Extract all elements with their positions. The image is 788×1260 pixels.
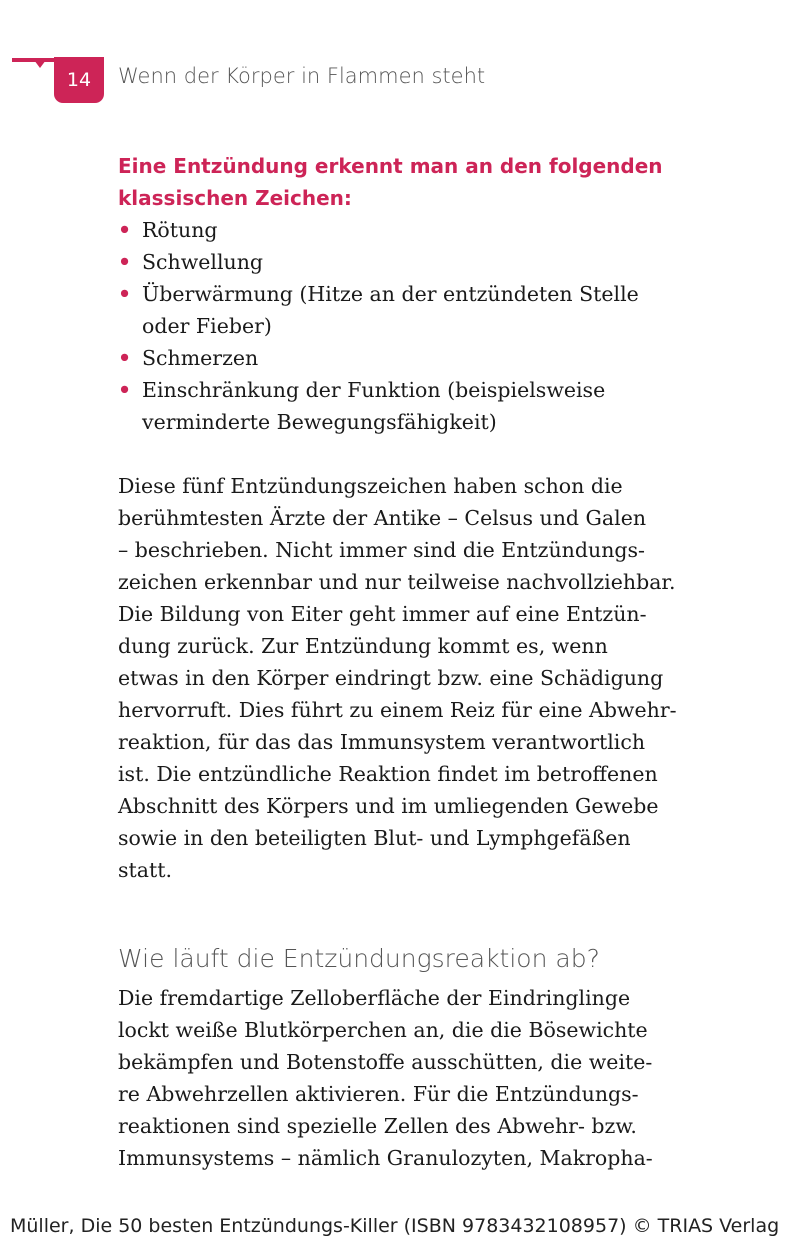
page-content	[118, 150, 718, 1174]
bullet-icon: •	[118, 250, 132, 274]
paragraph-line: re Abwehrzellen aktivieren. Für die Entzündungs-	[118, 1082, 639, 1106]
list-item	[118, 278, 718, 342]
list-item	[118, 374, 718, 438]
list-item-text: Rötung	[142, 218, 218, 242]
paragraph-line: dung zurück. Zur Entzündung kommt es, wenn	[118, 634, 608, 658]
bullet-icon: •	[118, 282, 132, 306]
paragraph-line: – beschrieben. Nicht immer sind die Entzündungs-	[118, 538, 645, 562]
lead-line: Eine Entzündung erkennt man an den folgenden	[118, 154, 663, 178]
list-item	[118, 214, 718, 246]
bullet-icon: •	[118, 346, 132, 370]
paragraph-line: hervorruft. Dies führt zu einem Reiz für eine Abwehr-	[118, 698, 677, 722]
footer-citation: Müller, Die 50 besten Entzündungs-Killer (ISBN 9783432108957) © TRIAS Verlag	[10, 1215, 780, 1237]
list-item-text: oder Fieber)	[142, 314, 272, 338]
paragraph-line: Diese fünf Entzündungszeichen haben schon die	[118, 474, 623, 498]
page-number-badge: 14	[54, 57, 104, 103]
paragraph-line: reaktion, für das das Immunsystem verantwortlich	[118, 730, 646, 754]
paragraph-line: Die fremdartige Zelloberfläche der Eindringlinge	[118, 986, 631, 1010]
paragraph-line: statt.	[118, 858, 172, 882]
bullet-icon: •	[118, 218, 132, 242]
paragraph-line: Abschnitt des Körpers und im umliegenden Gewebe	[118, 794, 659, 818]
paragraph-line: bekämpfen und Botenstoffe ausschütten, die weite-	[118, 1050, 653, 1074]
paragraph-line: zeichen erkennbar und nur teilweise nachvollziehbar.	[118, 570, 676, 594]
paragraph-line: ist. Die entzündliche Reaktion findet im betroffenen	[118, 762, 658, 786]
paragraph-line: sowie in den beteiligten Blut- und Lymphgefäßen	[118, 826, 631, 850]
list-item-text: Einschränkung der Funktion (beispielsweise	[142, 378, 606, 402]
section-heading: Wie läuft die Entzündungsreaktion ab?	[118, 944, 600, 973]
paragraph-line: reaktionen sind spezielle Zellen des Abwehr- bzw.	[118, 1114, 637, 1138]
running-title: Wenn der Körper in Flammen steht	[118, 64, 486, 88]
paragraph-line: Immunsystems – nämlich Granulozyten, Makropha-	[118, 1146, 653, 1170]
paragraph-line: Die Bildung von Eiter geht immer auf eine Entzün-	[118, 602, 647, 626]
list-item-text: verminderte Bewegungsfähigkeit)	[142, 410, 497, 434]
signs-list	[118, 214, 718, 438]
section-paragraph	[118, 982, 718, 1174]
body-paragraph	[118, 470, 718, 886]
page-header	[0, 50, 788, 106]
list-item-text: Schmerzen	[142, 346, 259, 370]
list-item	[118, 342, 718, 374]
signs-lead	[118, 150, 718, 214]
bullet-icon: •	[118, 378, 132, 402]
list-item-text: Schwellung	[142, 250, 264, 274]
paragraph-line: etwas in den Körper eindringt bzw. eine Schädigung	[118, 666, 664, 690]
paragraph-line: berühmtesten Ärzte der Antike – Celsus und Galen	[118, 506, 647, 530]
lead-line: klassischen Zeichen:	[118, 186, 352, 210]
list-item-text: Überwärmung (Hitze an der entzündeten Stelle	[142, 282, 639, 306]
paragraph-line: lockt weiße Blutkörperchen an, die die Bösewichte	[118, 1018, 648, 1042]
list-item	[118, 246, 718, 278]
